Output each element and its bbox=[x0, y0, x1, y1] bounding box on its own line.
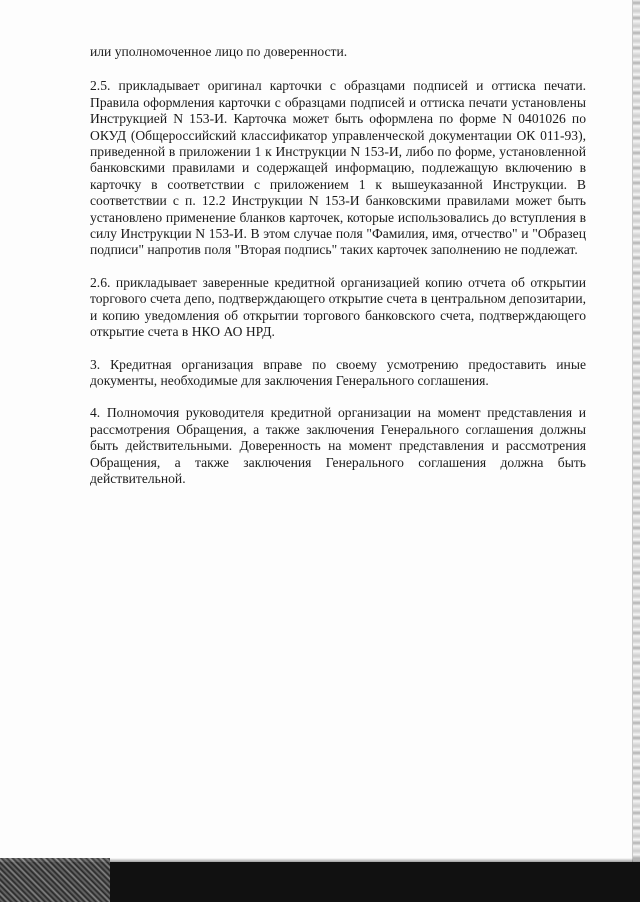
scan-bottom-speckle bbox=[0, 858, 110, 902]
paragraph-2-5: 2.5. прикладывает оригинал карточки с образцами подписей и оттиска печати. Правила оформления карточки с образцами подписей и оттиска печати установлены Инструкцией N 153-И. Карточка может быть оформлена по форме N 0401026 по ОКУД (Общероссийский классификатор управленческой документации ОК 011-93), приведенной в приложении 1 к Инструкции N 153-И, либо по форме, установленной банковскими правилами и содержащей информацию, подлежащую включению в карточку в соответствии с приложением 1 к вышеуказанной Инструкции. В соответствии с п. 12.2 Инструкции N 153-И банковскими правилами может быть установлено применение бланков карточек, которые использовались до вступления в силу Инструкции N 153-И. В этом случае поля "Фамилия, имя, отчество" и "Образец подписи" напротив поля "Вторая подпись" таких карточек заполнению не подлежат. bbox=[90, 78, 586, 258]
paragraph-continuation: или уполномоченное лицо по доверенности. bbox=[90, 44, 348, 59]
document-body bbox=[90, 44, 586, 503]
paragraph-2-6: 2.6. прикладывает заверенные кредитной организацией копию отчета об открытии торгового счета депо, подтверждающего открытие счета в центральном депозитарии, и копию уведомления об открытии торгового банковского счета, подтверждающего открытие счета в НКО АО НРД. bbox=[90, 274, 586, 340]
paragraph-3: 3. Кредитная организация вправе по своему усмотрению предоставить иные документы, необходимые для заключения Генерального соглашения. bbox=[90, 356, 586, 388]
paragraph-4: 4. Полномочия руководителя кредитной организации на момент представления и рассмотрения Обращения, а также заключения Генерального соглашения должны быть действительными. Доверенность на момент представления и рассмотрения Обращения, а также заключения Генерального соглашения должна быть действительной. bbox=[90, 405, 586, 486]
scan-edge-artifact bbox=[632, 0, 640, 902]
scan-edge-line bbox=[632, 0, 633, 902]
